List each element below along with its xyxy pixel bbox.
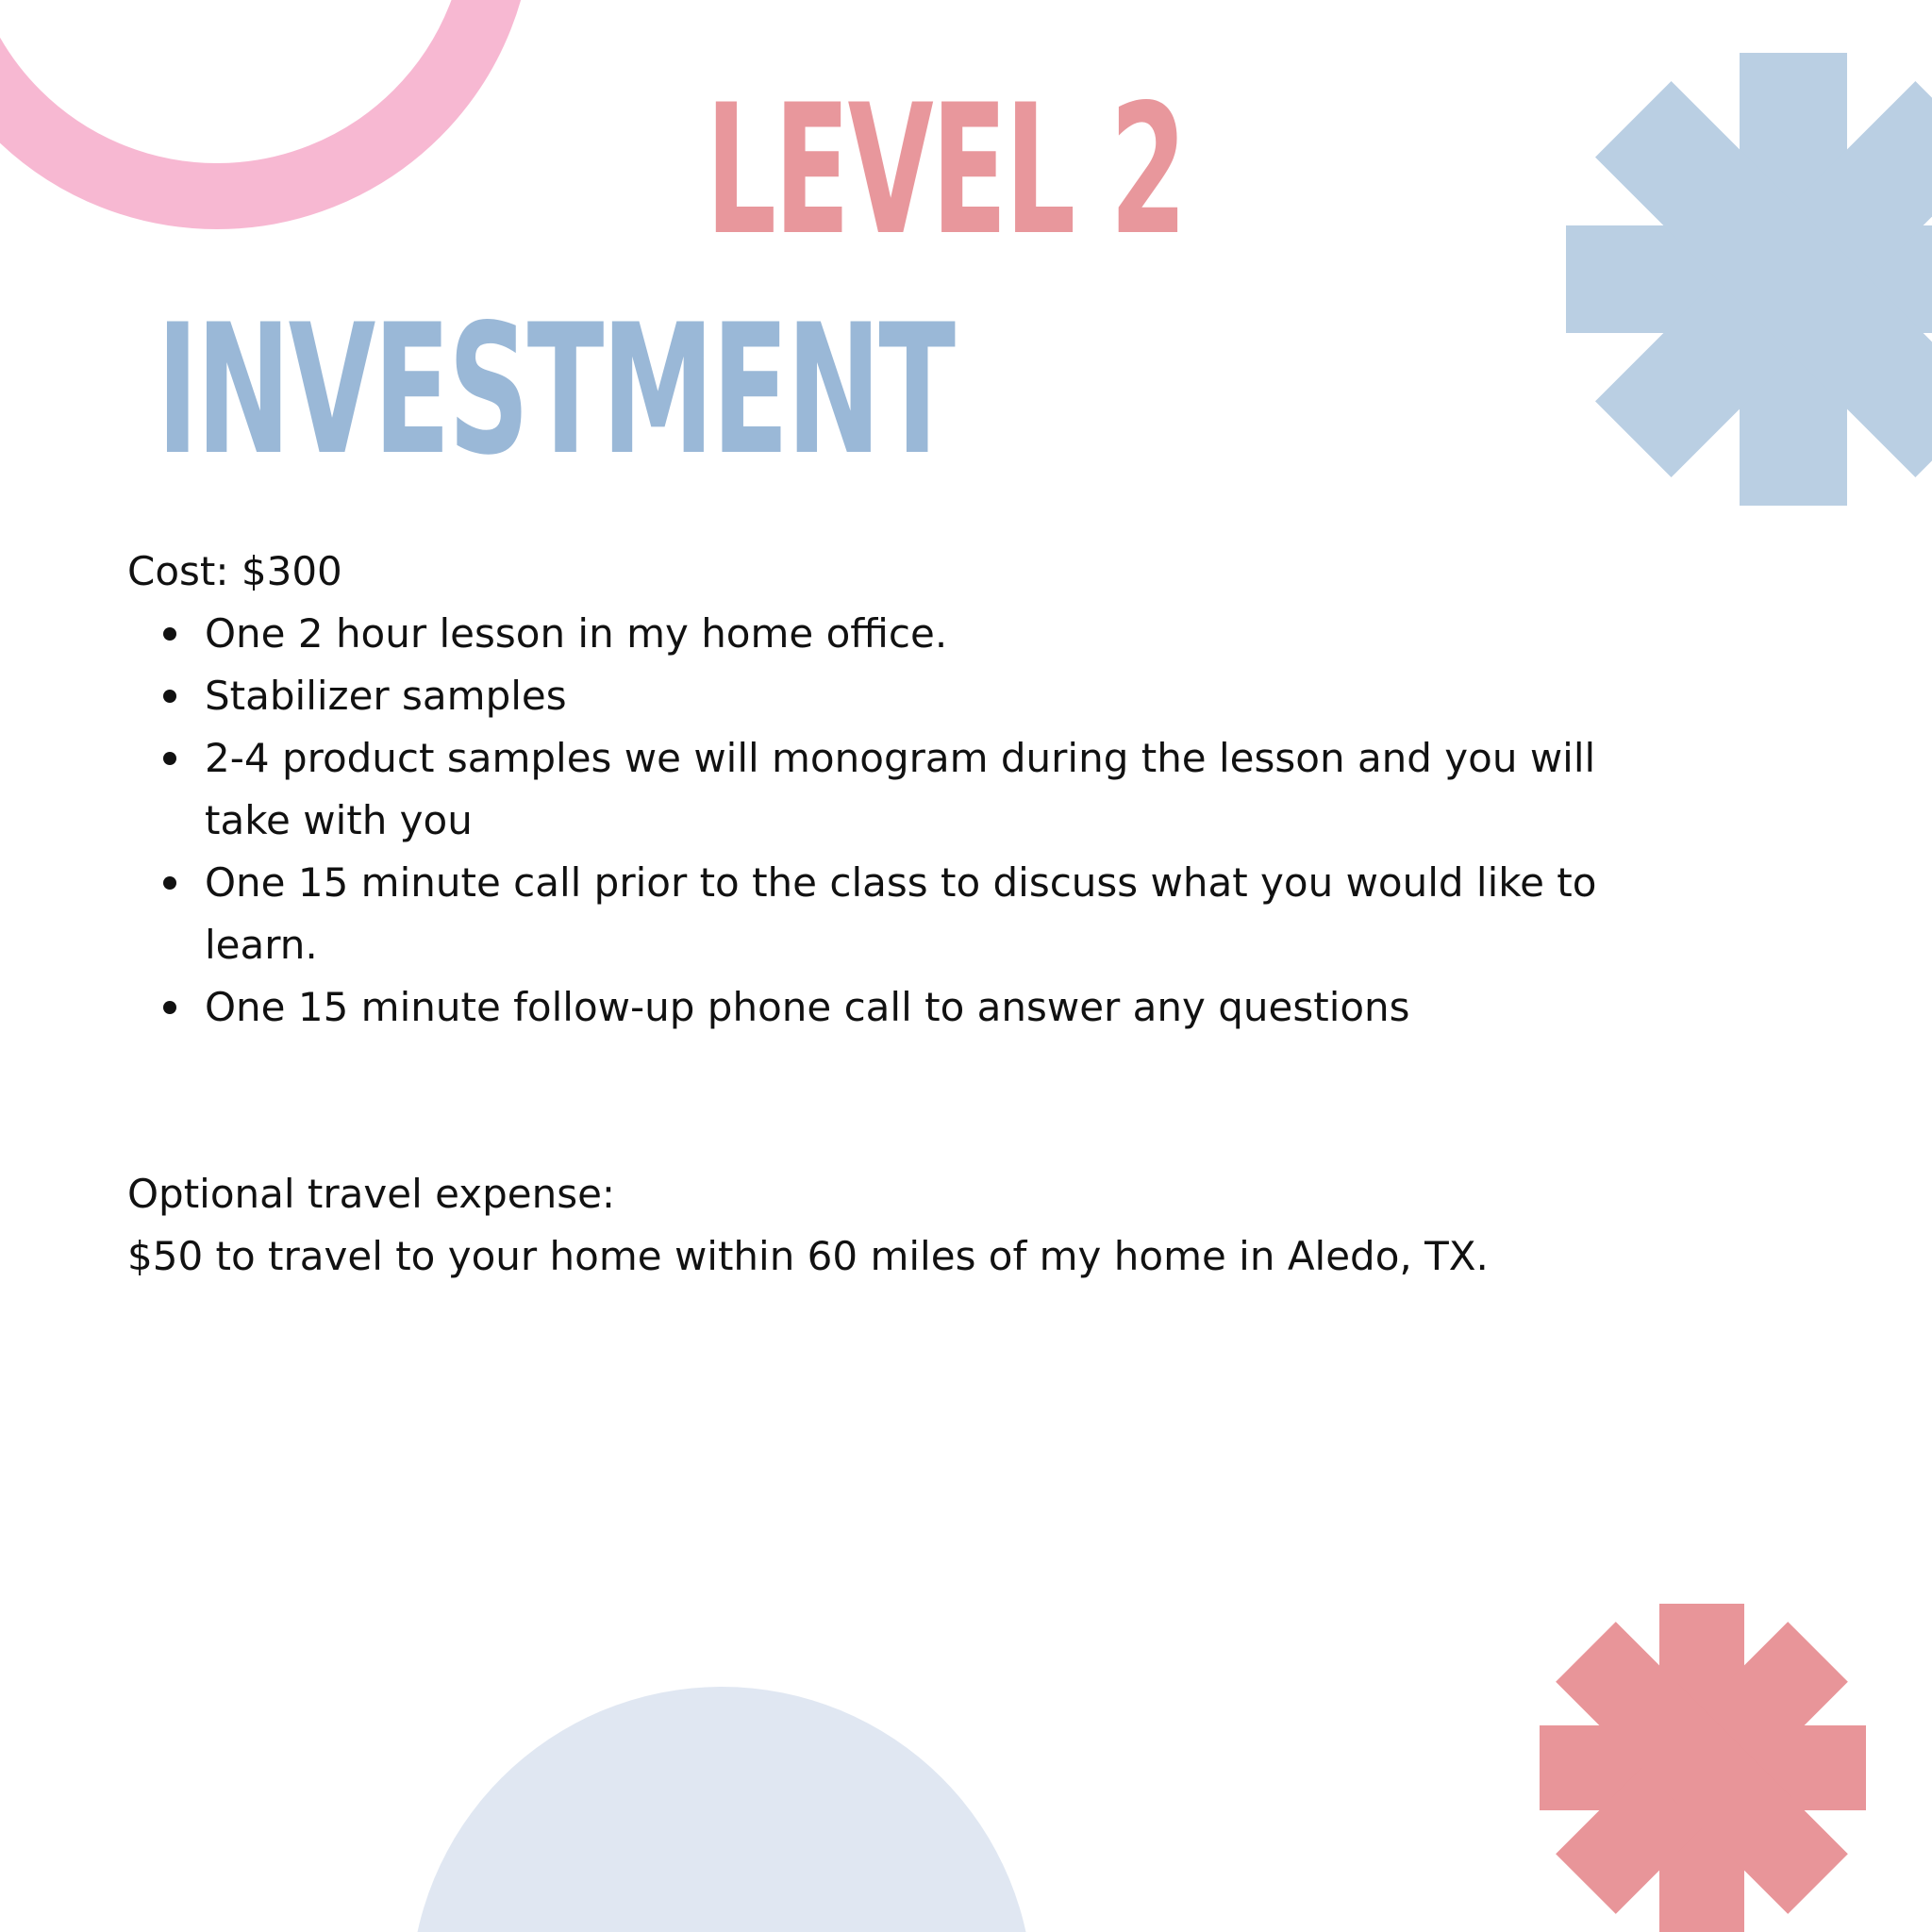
rose-asterisk-shape (1540, 1604, 1866, 1932)
investment-heading: INVESTMENT (157, 286, 954, 494)
list-item-text: One 2 hour lesson in my home office. (205, 610, 948, 657)
bullet-dot-icon (163, 690, 176, 703)
pale-semicircle-shape (410, 1687, 1033, 1932)
included-items-list (127, 603, 1674, 1039)
bullet-dot-icon (163, 752, 176, 765)
pink-ring-decoration (0, 0, 566, 245)
pink-ring-shape (0, 0, 500, 196)
list-item-text: 2-4 product samples we will monogram during the lesson and you will take with you (205, 735, 1596, 843)
list-item (205, 852, 1674, 976)
list-item (205, 665, 1674, 727)
level-heading: LEVEL 2 (706, 66, 1185, 275)
list-item (205, 603, 1674, 665)
cost-line: Cost: $300 (127, 548, 342, 594)
list-item (205, 727, 1674, 852)
bullet-dot-icon (163, 1001, 176, 1014)
travel-heading: Optional travel expense: (127, 1171, 616, 1217)
details-section (127, 541, 1674, 1288)
list-item-text: One 15 minute follow-up phone call to answer any questions (205, 984, 1410, 1030)
list-item-text: One 15 minute call prior to the class to discuss what you would like to learn. (205, 859, 1597, 968)
list-item (205, 976, 1674, 1039)
travel-detail: $50 to travel to your home within 60 miles of my home in Aledo, TX. (127, 1233, 1489, 1279)
blue-asterisk-shape (1566, 53, 1932, 506)
list-item-text: Stabilizer samples (205, 673, 567, 719)
rose-asterisk-decoration (1538, 1604, 1868, 1932)
pale-semicircle-decoration (396, 1670, 1057, 1932)
bullet-dot-icon (163, 627, 176, 641)
blue-asterisk-decoration (1566, 53, 1932, 506)
bullet-dot-icon (163, 876, 176, 890)
